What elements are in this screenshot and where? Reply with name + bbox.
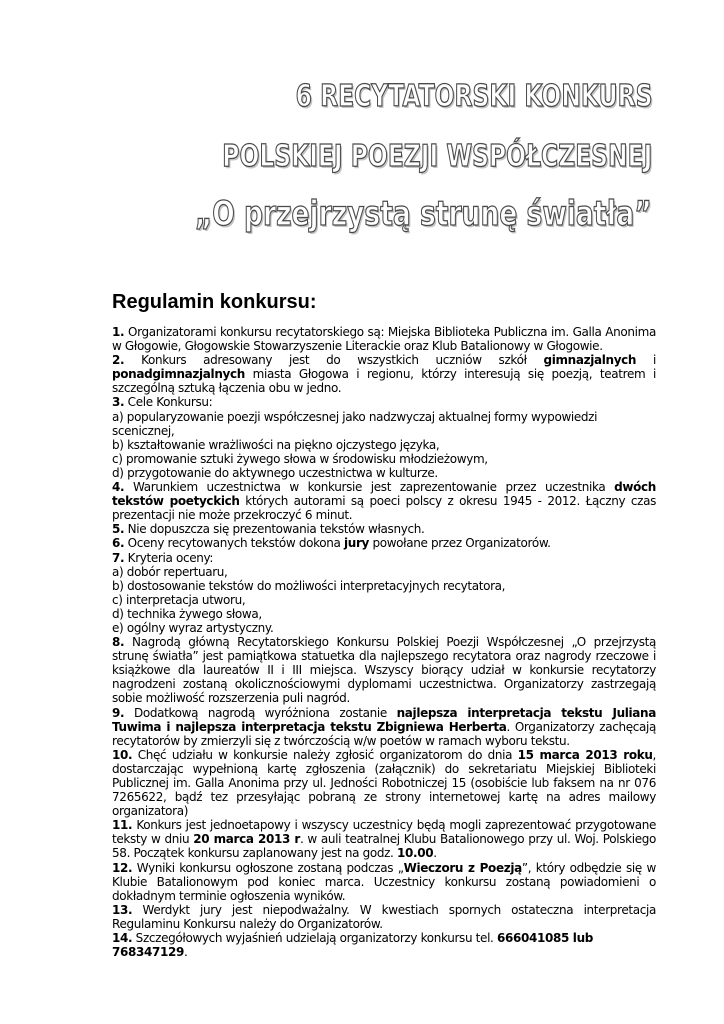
contest-title-line-2: POLSKIEJ POEZJI WSPÓŁCZESNEJ	[221, 139, 652, 174]
rule-7-item: e) ogólny wyraz artystyczny.	[112, 620, 274, 635]
rule-8: 8. Nagrodą główną Recytatorskiego Konkursu Polskiej Poezji Współczesnej „O przejrzystą strunę światła” jest pamiątkowa statuetka dla najlepszego recytatora oraz nagrody rzeczowe i książkowe dla laureatów II i III miejsca. Wszyscy biorący udział w konkursie recytatorzy nagrodzeni zostaną okolicznościowymi dyplomami uczestnictwa. Organizatorzy zastrzegają sobie możliwość rozszerzenia puli nagród.	[112, 635, 656, 706]
rule-13: 13. Werdykt jury jest niepodważalny. W kwestiach spornych ostateczna interpretacja Regulaminu Konkursu należy do Organizatorów.	[112, 902, 656, 931]
rule-10: 10. Chęć udziału w konkursie należy zgłosić organizatorom do dnia 15 marca 2013 roku, dostarczając wypełnioną kartę zgłoszenia (załącznik) do sekretariatu Miejskiej Biblioteki Publicznej im. Galla Anonima przy ul. Jedności Robotniczej 15 (osobiście lub faksem na nr 076 7265622, bądź tez przesyłając pobraną ze strony internetowej kartę na adres mailowy organizatora)	[112, 747, 657, 819]
regulations-body	[112, 325, 656, 959]
rule-3-item: c) promowanie sztuki żywego słowa w środowisku młodzieżowym,	[112, 451, 488, 466]
rule-6: 6. Oceny recytowanych tekstów dokona jury powołane przez Organizatorów.	[112, 536, 551, 551]
rule-14: 14. Szczegółowych wyjaśnień udzielają organizatorzy konkursu tel. 666041085 lub 768347129.	[112, 931, 594, 960]
rule-5: 5. Nie dopuszcza się prezentowania tekstów własnych.	[112, 522, 425, 537]
rule-3-item: a) popularyzowanie poezji współczesnej jako nadzwyczaj aktualnej formy wypowiedzi scenicznej,	[112, 409, 598, 438]
rule-1: 1. Organizatorami konkursu recytatorskiego są: Miejska Biblioteka Publiczna im. Galla Anonima w Głogowie, Głogowskie Stowarzyszenie Literackie oraz Klub Batalionowy w Głogowie.	[112, 325, 656, 354]
rule-7: 7. Kryteria oceny:	[112, 550, 214, 565]
rule-7-item: c) interpretacja utworu,	[112, 592, 246, 607]
rule-4: 4. Warunkiem uczestnictwa w konkursie jest zaprezentowanie przez uczestnika dwóch tekstów poetyckich których autorami są poeci polscy z okresu 1945 - 2012. Łączny czas prezentacji nie może przekroczyć 6 minut.	[112, 480, 656, 523]
rule-2: 2. Konkurs adresowany jest do wszystkich uczniów szkół gimnazjalnych i ponadgimnazjalnych miasta Głogowa i regionu, którzy interesują się poezją, teatrem i szczególną sztuką łączenia obu w jedno.	[112, 353, 656, 396]
rule-3-item: b) kształtowanie wrażliwości na piękno ojczystego języka,	[112, 437, 440, 452]
rule-3: 3. Cele Konkursu:	[112, 395, 213, 410]
rule-9: 9. Dodatkową nagrodą wyróżniona zostanie najlepsza interpretacja tekstu Juliana Tuwima i najlepsza interpretacja tekstu Zbigniewa Herberta. Organizatorzy zachęcają recytatorów by zmierzyli się z twórczością w/w poetów w ramach wyboru tekstu.	[112, 705, 656, 748]
rule-7-item: a) dobór repertuaru,	[112, 564, 228, 579]
rule-3-item: d) przygotowanie do aktywnego uczestnictwa w kulturze.	[112, 465, 438, 480]
regulations-heading: Regulamin konkursu:	[112, 291, 317, 313]
contest-motto: „O przejrzystą strunę światła”	[195, 194, 652, 234]
rule-7-item: d) technika żywego słowa,	[112, 606, 262, 621]
rule-11: 11. Konkurs jest jednoetapowy i wszyscy uczestnicy będą mogli zaprezentować przygotowane teksty w dniu 20 marca 2013 r. w auli teatralnej Klubu Batalionowego przy ul. Woj. Polskiego 58. Początek konkursu zaplanowany jest na godz. 10.00.	[112, 818, 656, 861]
contest-title-line-1: 6 RECYTATORSKI KONKURS	[295, 79, 652, 114]
rule-12: 12. Wyniki konkursu ogłoszone zostaną podczas „Wieczoru z Poezją”, który odbędzie się w Klubie Batalionowym pod koniec marca. Uczestnicy konkursu zostaną powiadomieni o dokładnym terminie ogłoszenia wyników.	[112, 860, 656, 903]
rule-7-item: b) dostosowanie tekstów do możliwości interpretacyjnych recytatora,	[112, 578, 506, 593]
